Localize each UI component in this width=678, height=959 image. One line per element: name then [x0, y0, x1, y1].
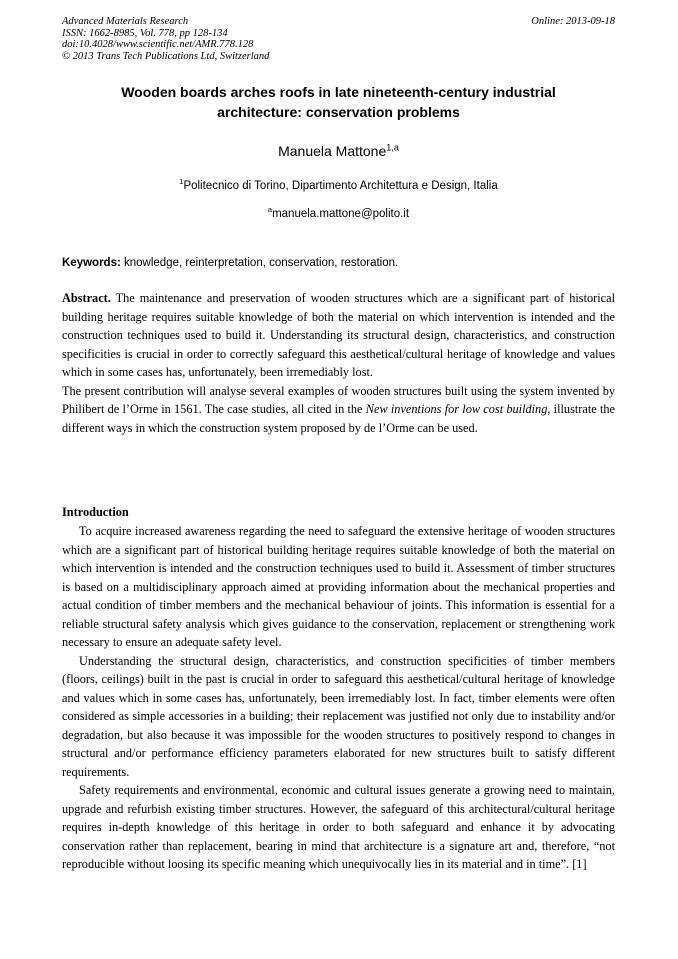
author-name: Manuela Mattone: [278, 143, 387, 159]
author: [62, 142, 615, 160]
abstract: [62, 289, 615, 437]
paper-title: [62, 82, 615, 122]
affil-marker: 1: [179, 177, 184, 187]
intro-paragraph-2: Understanding the structural design, characteristics, and construction specificities of timber members (floors, ceilings) built in the past is crucial in order to safeguard this aesthetical/cultural heritage of knowledge and values which in some cases has, unfortunately, been irremediably lost. In fact, timber elements were often considered as simple accessories in a building; their replacement was justified not only due to instability and/or degradation, but also because it was impossible for the wooden structures to positively respond to changes in structural and/or performance efficiency parameters elaborated for new structures built to satisfy different requirements.: [62, 653, 615, 779]
abstract-paragraph-1: [62, 289, 615, 382]
abstract-p2-italic: New inventions for low cost building: [365, 402, 548, 416]
title-line-1: Wooden boards arches roofs in late nineteenth-century industrial: [121, 84, 556, 100]
email-text: manuela.mattone@polito.it: [272, 208, 410, 220]
copyright-line: © 2013 Trans Tech Publications Ltd, Switzerland: [62, 50, 270, 62]
keywords-label: Keywords:: [62, 257, 121, 269]
online-date: Online: 2013-09-18: [531, 16, 615, 27]
issn-line: ISSN: 1662-8985, Vol. 778, pp 128-134: [62, 27, 228, 39]
journal-header: [62, 16, 615, 62]
introduction-heading: Introduction: [62, 505, 129, 519]
intro-paragraph-3: Safety requirements and environmental, economic and cultural issues generate a growing need to maintain, upgrade and refurbish existing timber structures. However, the safeguard of this architectural/cultural heritage requires in-depth knowledge of this heritage in order to both safeguard and enhance it by advocating conservation rather than replacement, bearing in mind that architecture is a signature art and, therefore, “not reproducible without loosing its specific meaning which unequivocally lies in its material and in time”. [1]: [62, 783, 615, 871]
abstract-label: Abstract.: [62, 291, 111, 305]
intro-paragraph-1: To acquire increased awareness regarding the need to safeguard the extensive heritage of wooden structures which are a significant part of historical building heritage requires suitable knowledge of both the material on which intervention is intended and the construction techniques used to build it. Assessment of timber structures is based on a multidisciplinary approach aimed at providing information about the mechanical properties and actual condition of timber members and the mechanical behaviour of joints. This information is essential for a reliable structural safety analysis which gives guidance to the conservation, replacement or strengthening work necessary to ensure an adequate safety level.: [62, 524, 615, 649]
keywords-text: knowledge, reinterpretation, conservation, restoration.: [120, 257, 399, 269]
abstract-p2-text-b: , illustrate the different ways in which the construction system proposed by de l’Orme can be used.: [62, 402, 615, 435]
doi-line: doi:10.4028/www.scientific.net/AMR.778.128: [62, 39, 254, 50]
author-affil-marker: 1,a: [386, 142, 399, 153]
abstract-paragraph-2: [62, 382, 615, 438]
affil-text: Politecnico di Torino, Dipartimento Architettura e Design, Italia: [183, 180, 498, 192]
abstract-p2-text-a: The present contribution will analyse several examples of wooden structures built using the system invented by Philibert de l’Orme in 1561. The case studies, all cited in the: [62, 383, 615, 416]
introduction-body: [62, 522, 615, 874]
abstract-p1-text: The maintenance and preservation of wooden structures which are a significant part of historical building heritage requires suitable knowledge of both the material on which intervention is intended and the construction techniques used to build it. Understanding its structural design, characteristics, and construction specificities is crucial in order to correctly safeguard this aesthetical/cultural heritage of knowledge and values which in some cases has, unfortunately, been irremediably lost.: [62, 291, 615, 379]
keywords: [62, 256, 615, 271]
email-marker: a: [267, 205, 273, 215]
affiliation: [62, 179, 615, 194]
author-email: [62, 207, 615, 222]
title-line-2: architecture: conservation problems: [217, 104, 460, 120]
journal-name: Advanced Materials Research: [62, 16, 189, 27]
